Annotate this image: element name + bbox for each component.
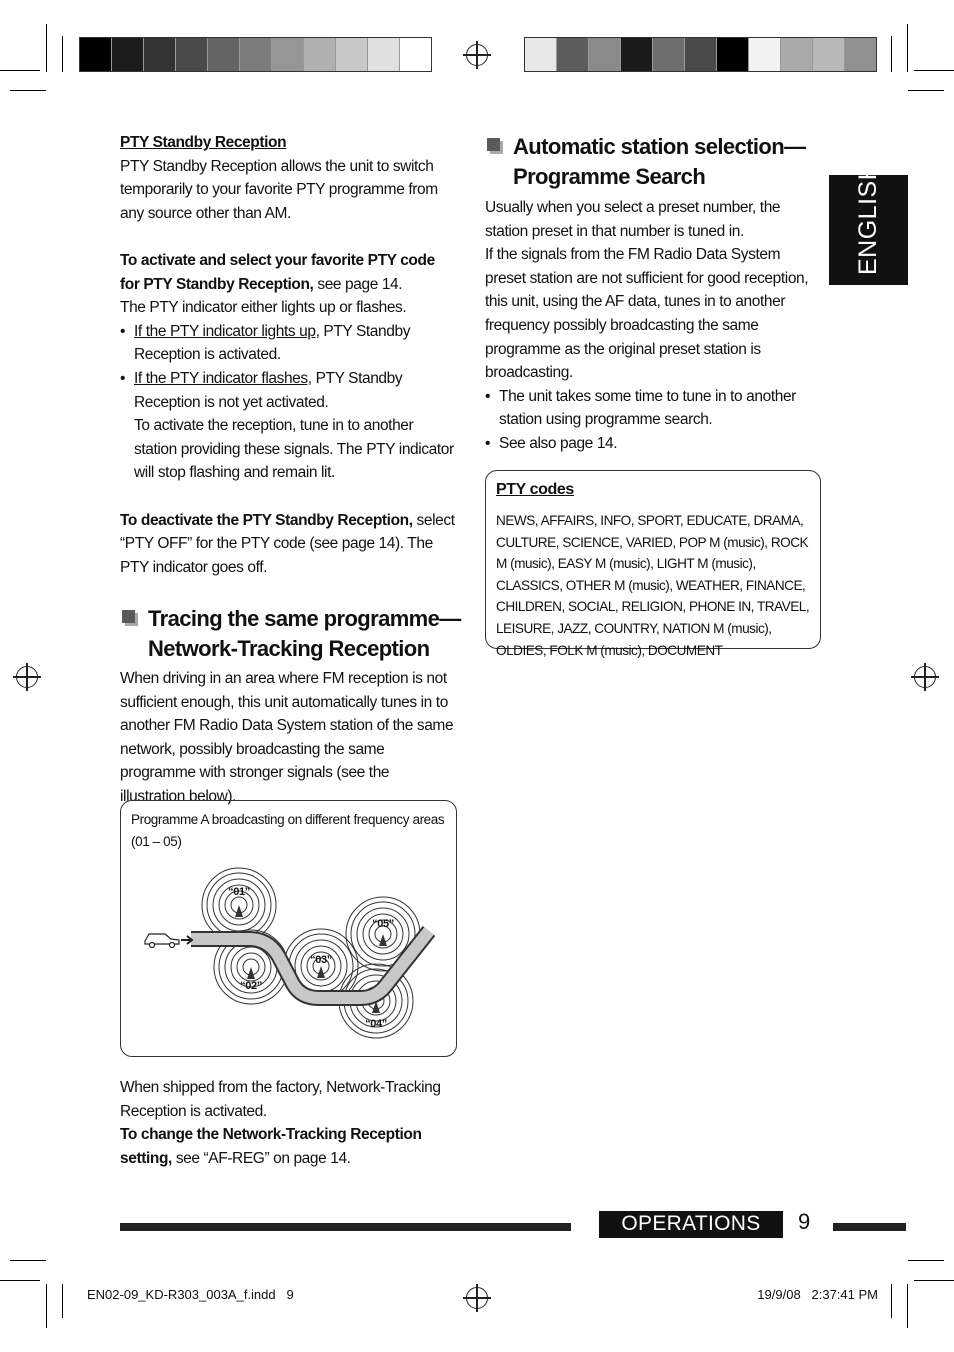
color-swatch: [336, 38, 368, 71]
color-swatch: [144, 38, 176, 71]
crop-mark: [891, 36, 892, 72]
list-item: [120, 320, 455, 367]
auto-body-1: Usually when you select a preset number, the station preset in that number is tuned in.: [485, 199, 781, 240]
language-tab: [829, 161, 908, 285]
color-swatch: [845, 38, 876, 71]
color-swatch: [208, 38, 240, 71]
crop-mark: [0, 70, 40, 71]
crop-mark: [62, 36, 63, 72]
shipped-section: [120, 1076, 455, 1170]
list-item: • See also page 14.: [485, 432, 815, 456]
registration-mark-icon: [466, 1287, 488, 1309]
tracing-body: When driving in an area where FM reception is not sufficient enough, this unit automatically tunes in to another FM Radio Data System station of the same network, possibly broadcasting the same programme with stronger signals (see the illustration below).: [120, 670, 454, 805]
crop-mark: [914, 70, 954, 71]
change-paragraph: [120, 1123, 455, 1170]
crop-mark: [907, 1284, 908, 1328]
auto-heading-line1: Automatic station selection—: [513, 134, 806, 159]
color-swatch: [304, 38, 336, 71]
color-swatch: [685, 38, 717, 71]
bullet1-underlined: If the PTY indicator lights up,: [134, 322, 320, 340]
crop-mark: [0, 1280, 40, 1281]
pty-standby-title: PTY Standby Reception: [120, 134, 287, 151]
activate-rest: see page 14.: [313, 275, 403, 293]
arrow-icon: [181, 936, 192, 944]
bullet2-underlined: If the PTY indicator flashes,: [134, 369, 312, 387]
color-swatch: [557, 38, 589, 71]
heading-square-icon: [487, 138, 500, 151]
list-item: [120, 367, 455, 414]
tracing-heading-line2: Network-Tracking Reception: [148, 636, 430, 661]
crop-mark: [908, 90, 944, 91]
color-swatch: [112, 38, 144, 71]
activate-paragraph: [120, 249, 455, 296]
color-swatch: [272, 38, 304, 71]
list-item: • The unit takes some time to tune in to another station using programme search.: [485, 385, 815, 432]
bullet1-rest: PTY Standby Reception is activated.: [134, 322, 411, 364]
registration-mark-icon: [466, 44, 488, 66]
color-swatch: [717, 38, 749, 71]
auto-section: [485, 196, 815, 456]
registration-mark-icon: [16, 666, 38, 688]
pty-codes-box: [485, 470, 821, 658]
footer-rule-left: [120, 1223, 571, 1231]
page-number: 9: [798, 1209, 811, 1234]
auto-body-2: If the signals from the FM Radio Data System preset station are not sufficient for good reception, this unit, using the AF data, tunes in to another frequency possibly broadcasting the same programme as the original preset station is broadcasting.: [485, 246, 809, 382]
indicator-line: The PTY indicator either lights up or flashes.: [120, 299, 407, 317]
deactivate-bold: To deactivate the PTY Standby Reception,: [120, 511, 413, 529]
registration-mark-icon: [914, 666, 936, 688]
change-bold: To change the Network-Tracking Reception setting,: [120, 1126, 422, 1167]
color-swatch: [813, 38, 845, 71]
bullet2-extra: To activate the reception, tune in to another station providing these signals. The PTY indicator will stop flashing and remain lit.: [134, 417, 454, 482]
activate-bold: To activate and select your favorite PTY code for PTY Standby Reception,: [120, 251, 435, 293]
station-label-04: “04”: [365, 1018, 387, 1030]
crop-mark: [10, 1260, 46, 1261]
pty-codes-title: PTY codes: [496, 481, 574, 498]
tracing-heading-line1: Tracing the same programme—: [148, 606, 461, 631]
pty-standby-body: PTY Standby Reception allows the unit to switch temporarily to your favorite PTY programme from any source other than AM.: [120, 157, 438, 222]
station-label-01: “01”: [228, 886, 250, 898]
crop-mark: [10, 90, 46, 91]
auto-heading-line2: Programme Search: [513, 164, 706, 189]
crop-mark: [46, 24, 47, 72]
change-rest: see “AF-REG” on page 14.: [171, 1149, 351, 1167]
station-label-03: “03”: [310, 954, 332, 966]
color-swatch: [176, 38, 208, 71]
color-swatch: [240, 38, 272, 71]
footer-rule-right: [833, 1223, 906, 1231]
color-swatch: [749, 38, 781, 71]
pty-codes-body: NEWS, AFFAIRS, INFO, SPORT, EDUCATE, DRAMA, CULTURE, SCIENCE, VARIED, POP M (music), ROCK M (music), EASY M (music), LIGHT M (music), CLASSICS, OTHER M (music), WEATHER, FINANCE, CHILDREN, SOCIAL, RELIGION, PHONE IN, TRAVEL, LEISURE, JAZZ, COUNTRY, NATION M (music), OLDIES, FOLK M (music), DOCUMENT: [496, 513, 810, 658]
color-swatch: [525, 38, 557, 71]
slug-filename: EN02-09_KD-R303_003A_f.indd 9: [87, 1287, 294, 1302]
crop-mark: [891, 1284, 892, 1318]
crop-mark: [914, 1280, 954, 1281]
color-swatch: [653, 38, 685, 71]
network-tracking-illustration: [121, 801, 456, 1056]
crop-mark: [908, 1260, 944, 1261]
car-icon: [145, 934, 179, 948]
color-swatch: [400, 38, 431, 71]
color-swatch: [368, 38, 400, 71]
crop-mark: [62, 1284, 63, 1318]
color-calibration-bar-left: [79, 37, 432, 72]
color-swatch: [80, 38, 112, 71]
language-tab-label: ENGLISH: [854, 161, 882, 275]
color-swatch: [781, 38, 813, 71]
slug-date: 19/9/08 2:37:41 PM: [757, 1287, 878, 1302]
shipped-text: When shipped from the factory, Network-Tracking Reception is activated.: [120, 1079, 441, 1120]
color-swatch: [589, 38, 621, 71]
station-label-02: “02”: [240, 980, 262, 992]
illustration-box: [120, 800, 457, 1057]
tracing-heading: [148, 604, 468, 664]
deactivate-paragraph: [120, 509, 455, 580]
auto-heading: [513, 132, 833, 192]
heading-square-icon: [122, 610, 135, 623]
color-calibration-bar-right: [524, 37, 877, 72]
crop-mark: [46, 1284, 47, 1328]
pty-standby-section: [120, 131, 455, 579]
crop-mark: [907, 24, 908, 72]
bullet2-rest: PTY Standby Reception is not yet activated.: [134, 369, 403, 411]
station-label-05: “05”: [372, 918, 394, 930]
section-label: OPERATIONS: [621, 1212, 761, 1235]
color-swatch: [621, 38, 653, 71]
section-label-box: [599, 1211, 783, 1238]
deactivate-rest: select “PTY OFF” for the PTY code (see page 14). The PTY indicator goes off.: [120, 511, 455, 576]
illustration-caption: Programme A broadcasting on different frequency areas (01 – 05): [131, 812, 445, 849]
